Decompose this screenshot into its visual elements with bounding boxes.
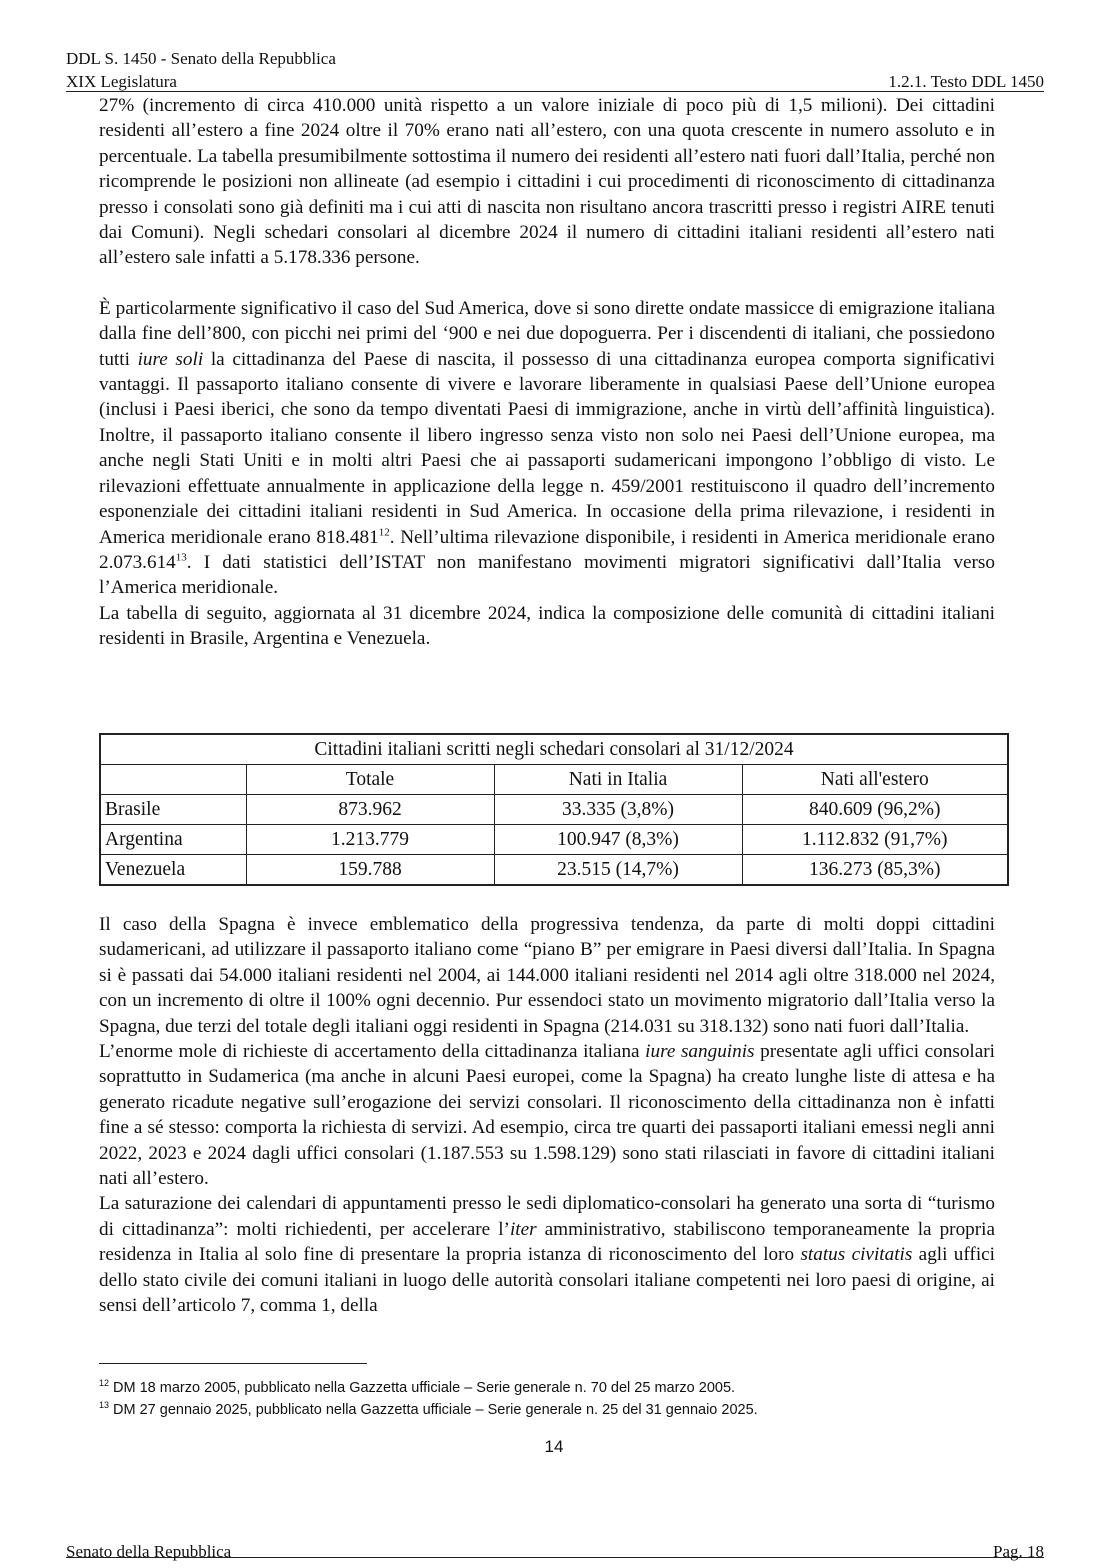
paragraph-5: [99, 1039, 995, 1191]
table-cell: 873.962: [246, 795, 494, 825]
footnote-text: DM 27 gennaio 2025, pubblicato nella Gazzetta ufficiale – Serie generale n. 25 del 31 gennaio 2025.: [109, 1402, 758, 1418]
paragraph-5-text-b: presentate agli uffici consolari soprattutto in Sudamerica (ma anche in alcuni Paesi europei, come la Spagna) ha creato lunghe liste di attesa e ha generato ricadute negative sull’erogazione dei servizi consolari. Il riconoscimento della cittadinanza non è infatti fine a sé stesso: comporta la richiesta di servizi. Ad esempio, circa tre quarti dei passaporti italiani emessi negli anni 2022, 2023 e 2024 dagli uffici consolari (1.187.553 su 1.598.129) sono stati rilasciati in favore di cittadini italiani nati all’estero.: [99, 1041, 995, 1190]
footnote-ref-12[interactable]: 12: [378, 526, 390, 539]
footnote-text: DM 18 marzo 2005, pubblicato nella Gazzetta ufficiale – Serie generale n. 70 del 25 marzo 2005.: [109, 1380, 736, 1396]
header-section: 1.2.1. Testo DDL 1450: [888, 72, 1044, 91]
table-header-cell: Nati in Italia: [494, 765, 742, 795]
table-header-cell: Totale: [246, 765, 494, 795]
footnote-rule: [99, 1363, 367, 1364]
paragraph-2-text-b: la cittadinanza del Paese di nascita, il possesso di una cittadinanza europea comporta significativi vantaggi. Il passaporto italiano consente di vivere e lavorare liberamente in qualsiasi Paese dell’Unione europea (inclusi i Paesi iberici, che sono da tempo diventati Paesi di immigrazione, anche in virtù dell’affinità linguistica). Inoltre, il passaporto italiano consente il libero ingresso senza visto non solo nei Paesi dell’Unione europea, ma anche negli Stati Uniti e in molti altri Paesi che ai passaporti sudamericani impongono l’obbligo di visto. Le rilevazioni effettuate annualmente in applicazione della legge n. 459/2001 restituiscono il quadro dell’incremento esponenziale dei cittadini italiani residenti in Sud America. In occasione della prima rilevazione, i residenti in America meridionale erano 818.481: [99, 348, 995, 548]
table-row-label: Brasile: [100, 795, 246, 825]
footnote-12: [99, 1380, 735, 1396]
footer-left: Senato della Repubblica: [66, 1542, 232, 1561]
paragraph-1: 27% (incremento di circa 410.000 unità rispetto a un valore iniziale di poco più di 1,5 milioni). Dei cittadini residenti all’estero a fine 2024 oltre il 70% erano nati all’estero, con una quota crescente in numero assoluto e in percentuale. La tabella presumibilmente sottostima il numero dei residenti all’estero nati fuori dall’Italia, perché non ricomprende le posizioni non allineate (ad esempio i cittadini i cui procedimenti di riconoscimento di cittadinanza presso i consolati sono già definiti ma i cui atti di nascita non risultano ancora trascritti presso i registri AIRE tenuti dai Comuni). Negli schedari consolari al dicembre 2024 il numero di cittadini italiani residenti all’estero nati all’estero sale infatti a 5.178.336 persone.: [99, 95, 995, 269]
paragraph-5-text-a: L’enorme mole di richieste di accertamento della cittadinanza italiana: [99, 1041, 646, 1063]
table-row: [100, 855, 1008, 886]
table-cell: 840.609 (96,2%): [742, 795, 1008, 825]
document-body: [99, 93, 995, 652]
table-cell: 23.515 (14,7%): [494, 855, 742, 886]
footnote-13: [99, 1402, 758, 1418]
table-caption: Cittadini italiani scritti negli schedari consolari al 31/12/2024: [100, 734, 1008, 765]
paragraph-6: [99, 1191, 995, 1318]
table-header-cell: Nati all'estero: [742, 765, 1008, 795]
header-rule: [66, 91, 1044, 92]
paragraph-6-text-a: La saturazione dei calendari di appuntamenti presso le sedi diplomatico-consolari ha generato una sorta di “turismo di cittadinanza”: molti richiedenti, per accelerare l’: [99, 1193, 995, 1240]
paragraph-2-text-d: . I dati statistici dell’ISTAT non manifestano movimenti migratori significativi dall’Italia verso l’America meridionale.: [99, 551, 995, 599]
paragraph-gap: [99, 271, 995, 296]
table-cell: 1.112.832 (91,7%): [742, 825, 1008, 855]
paragraph-6-italic-2: status civitatis: [800, 1244, 913, 1266]
document-body-continued: [99, 912, 995, 1319]
paragraph-2-text-a: È particolarmente significativo il caso del Sud America, dove si sono dirette ondate massicce di emigrazione italiana dalla fine dell’800, con picchi nei primi del ‘900 e nei due dopoguerra. Per i discendenti di italiani, che possiedono tutti: [99, 297, 995, 370]
header-legislature: XIX Legislatura: [66, 72, 177, 91]
footer-right: Pag. 18: [993, 1542, 1044, 1561]
table-row-label: Argentina: [100, 825, 246, 855]
table-cell: 136.273 (85,3%): [742, 855, 1008, 886]
footnote-number: 12: [99, 1378, 110, 1389]
header-title: DDL S. 1450 - Senato della Repubblica: [66, 49, 336, 68]
paragraph-4: Il caso della Spagna è invece emblematico della progressiva tendenza, da parte di molti doppi cittadini sudamericani, ad utilizzare il passaporto italiano come “piano B” per emigrare in Paesi diversi dall’Italia. In Spagna si è passati dai 54.000 italiani residenti nel 2004, ai 144.000 italiani residenti nel 2014 agli oltre 318.000 nel 2024, con un incremento di oltre il 100% ogni decennio. Pur essendoci stato un movimento migratorio dall’Italia verso la Spagna, due terzi del totale degli italiani oggi residenti in Spagna (214.031 su 318.132) sono nati fuori dall’Italia.: [99, 914, 995, 1037]
table-header-row: [100, 765, 1008, 795]
footnote-ref-13[interactable]: 13: [175, 551, 187, 564]
paragraph-6-italic-1: iter: [509, 1218, 537, 1240]
table-header-cell: [100, 765, 246, 795]
paragraph-2-text-c: . Nell’ultima rilevazione disponibile, i residenti in America meridionale erano 2.073.614: [99, 526, 995, 573]
table-row: [100, 825, 1008, 855]
table-cell: 159.788: [246, 855, 494, 886]
table-cell: 1.213.779: [246, 825, 494, 855]
paragraph-6-text-c: agli uffici dello stato civile dei comuni italiani in luogo delle autorità consolari italiane competenti nei loro paesi di origine, ai sensi dell’articolo 7, comma 1, della: [99, 1244, 995, 1317]
table-cell: 33.335 (3,8%): [494, 795, 742, 825]
paragraph-2-italic: iure soli: [137, 348, 204, 370]
table-caption-row: [100, 734, 1008, 765]
citizens-table: [99, 733, 1009, 886]
paragraph-5-italic: iure sanguinis: [645, 1041, 755, 1063]
page-number: 14: [544, 1437, 564, 1456]
table-row-label: Venezuela: [100, 855, 246, 886]
table-row: [100, 795, 1008, 825]
footnote-number: 13: [99, 1400, 110, 1411]
paragraph-6-text-b: amministrativo, stabiliscono temporaneamente la propria residenza in Italia al solo fine di presentare la propria istanza di riconoscimento del loro: [99, 1218, 996, 1266]
paragraph-2: [99, 296, 995, 601]
paragraph-3: La tabella di seguito, aggiornata al 31 dicembre 2024, indica la composizione delle comunità di cittadini italiani residenti in Brasile, Argentina e Venezuela.: [99, 602, 995, 650]
table-cell: 100.947 (8,3%): [494, 825, 742, 855]
